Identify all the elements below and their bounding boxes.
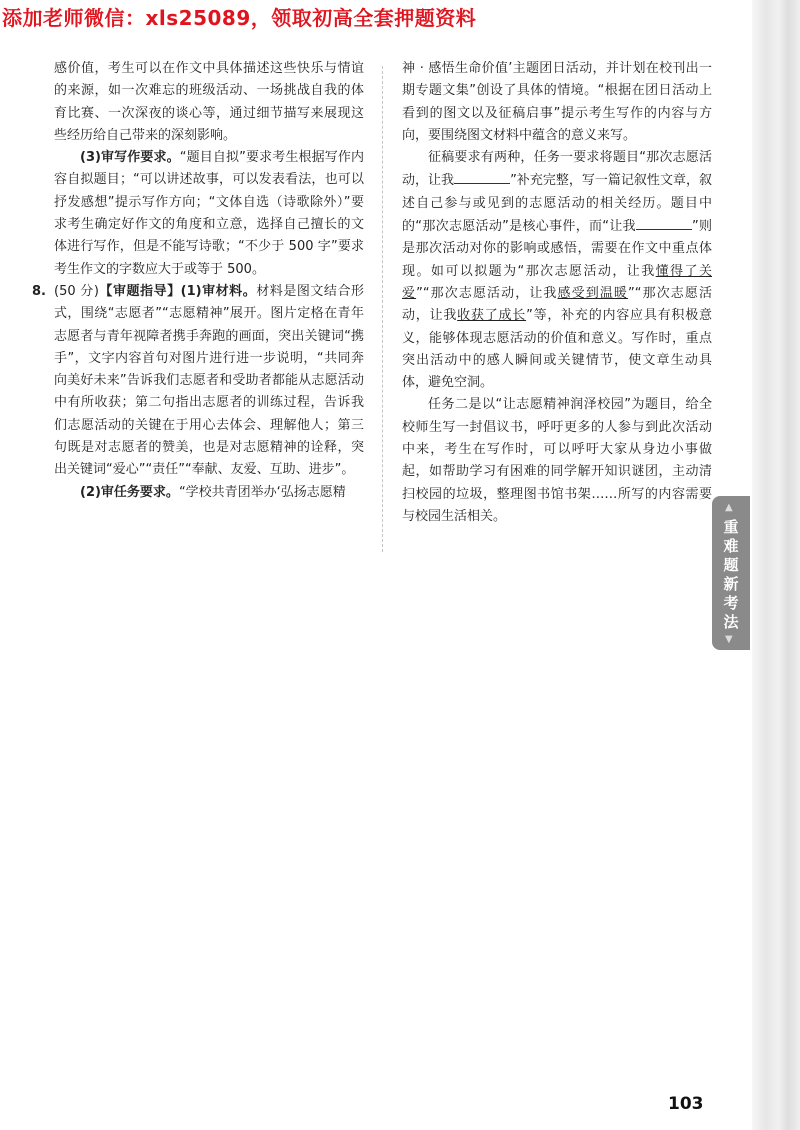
task-one-text: ”“那次志愿活动，让我 — [402, 285, 712, 324]
left-column — [32, 58, 364, 504]
right-column — [402, 58, 712, 528]
task-one-text: ”等，补充的内容应具有积极意义，能够体现志愿活动的价值和意义。写作时，重点突出活动中的感人瞬间或关键情节，使文章生动具体，避免空洞。 — [402, 308, 712, 391]
page-edge-shading — [752, 0, 800, 1130]
writing-requirements-heading: (3)审写作要求。 — [80, 150, 180, 166]
arrow-down-icon: ▼ — [725, 634, 733, 645]
underlined-example: 懂得了关爱 — [402, 263, 712, 301]
guide-heading: 【审题指导】 — [98, 283, 181, 299]
writing-requirements-body: “题目自拟”要求考生根据写作内容自拟题目；“可以讲述故事，可以发表看法，也可以抒发感想”提示写作方向；“文体自选（诗歌除外）”要求考生确定好作文的角度和立意，选择自己擅长的文体进行写作，但是不能写诗歌；“不少于 500 字”要求考生作文的字数应大于或等于 500。 — [54, 150, 364, 277]
paragraph-task-two: 任务二是以“让志愿精神润泽校园”为题目，给全校师生写一封倡议书，呼吁更多的人参与到此次活动中来，考生在写作时，可以呼吁大家从身边小事做起，如帮助学习有困难的同学解开知识谜团，主动清扫校园的垃圾，整理图书馆书架……所写的内容需要与校园生活相关。 — [402, 397, 712, 524]
task-one-text: ”“那次志愿活动，让我 — [416, 285, 558, 301]
material-heading: (1)审材料。 — [180, 283, 257, 299]
page-number: 103 — [668, 1094, 704, 1114]
paragraph-emotion-value: 感价值，考生可以在作文中具体描述这些快乐与情谊的来源，如一次难忘的班级活动、一场挑战自我的体育比赛、一次深夜的谈心等，通过细节描写来展现这些经历给自己带来的深刻影响。 — [54, 61, 364, 143]
fill-blank — [636, 215, 692, 230]
watermark-text: 添加老师微信：xls25089，领取初高全套押题资料 — [2, 6, 477, 30]
task-requirements-body: “学校共青团举办‘弘扬志愿精 — [178, 484, 346, 500]
side-tab-label: 重难题新考法 — [723, 518, 739, 631]
underlined-example: 感受到温暖 — [557, 285, 629, 301]
task-one-text: 征稿要求有两种，任务一要求将题目“那次志愿活动，让我 — [402, 150, 712, 189]
column-divider — [382, 66, 383, 552]
task-one-text: ”补充完整，写一篇记叙性文章，叙述自己参与或见到的志愿活动的相关经历。题目中的“那次志愿活动”是核心事件，而“让我 — [402, 173, 712, 235]
task-requirements-heading: (2)审任务要求。 — [80, 484, 179, 500]
arrow-up-icon: ▲ — [725, 502, 733, 513]
fill-blank — [454, 169, 510, 184]
material-body: 材料是图文结合形式，围绕“志愿者”“志愿精神”展开。图片定格在青年志愿者与青年视障者携手奔跑的画面，突出关键词“携手”，文字内容首句对图片进行进一步说明，“共同奔向美好未来”告诉我们志愿者和受助者都能从志愿活动中有所收获；第二句指出志愿者的训练过程，告诉我们志愿活动的关键在于用心去体会、理解他人；第三句既是对志愿者的赞美，也是对志愿精神的诠释，突出关键词“爱心”“责任”“奉献、友爱、互助、进步”。 — [54, 283, 364, 478]
question-number: 8. — [32, 283, 46, 299]
paragraph-writing-requirements — [54, 147, 364, 281]
question-score: (50 分) — [54, 283, 99, 299]
question-8-paragraph — [32, 281, 364, 482]
paragraph-task-one — [402, 147, 712, 394]
paragraph-context: 神 · 感悟生命价值’主题团日活动，并计划在校刊出一期专题文集”创设了具体的情境。“根据在团日活动上看到的图文以及征稿启事”提示考生写作的内容与方向，要围绕图文材料中蕴含的意义来写。 — [402, 61, 712, 143]
task-one-text: ”则是那次活动对你的影响或感悟，需要在作文中重点体现。如可以拟题为“那次志愿活动，让我 — [402, 219, 712, 279]
underlined-example: 收获了成长 — [457, 308, 527, 324]
section-side-tab — [712, 496, 750, 650]
paragraph-task-requirements — [54, 482, 364, 504]
